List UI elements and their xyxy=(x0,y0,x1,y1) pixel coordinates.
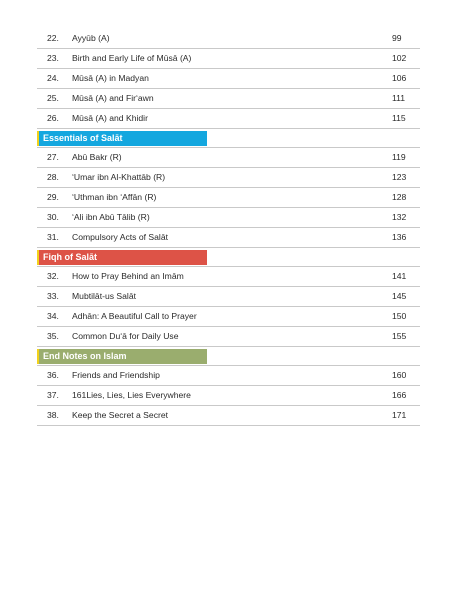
chapter-number: 33. xyxy=(47,291,59,301)
chapter-title: Friends and Friendship xyxy=(72,370,160,380)
chapter-number: 23. xyxy=(47,53,59,63)
page-number: 119 xyxy=(392,152,406,162)
chapter-number: 30. xyxy=(47,212,59,222)
chapter-title: Mūsā (A) in Madyan xyxy=(72,73,149,83)
chapter-number: 27. xyxy=(47,152,59,162)
page-number: 171 xyxy=(392,410,407,420)
chapter-title: Birth and Early Life of Mūsā (A) xyxy=(72,53,192,63)
section-title: End Notes on Islam xyxy=(39,349,207,364)
section-accent xyxy=(37,349,39,364)
chapter-title: Mubtilāt-us Salāt xyxy=(72,291,137,301)
toc-row[interactable] xyxy=(37,208,420,228)
chapter-title: Compulsory Acts of Salāt xyxy=(72,232,169,242)
chapter-title: How to Pray Behind an Imām xyxy=(72,271,184,281)
toc-row[interactable] xyxy=(37,29,420,49)
page-number: 166 xyxy=(392,390,407,400)
toc-row[interactable] xyxy=(37,49,420,69)
page-number: 132 xyxy=(392,212,407,222)
chapter-title: Mūsā (A) and Khidir xyxy=(72,113,148,123)
chapter-number: 31. xyxy=(47,232,59,242)
chapter-number: 32. xyxy=(47,271,59,281)
section-accent xyxy=(37,131,39,146)
toc-row[interactable] xyxy=(37,287,420,307)
chapter-title: Keep the Secret a Secret xyxy=(72,410,169,420)
toc-row[interactable] xyxy=(37,267,420,287)
chapter-title: Mūsā (A) and Fir‘awn xyxy=(72,93,154,103)
chapter-number: 28. xyxy=(47,172,59,182)
section-title: Fiqh of Salāt xyxy=(39,250,207,265)
page-number: 141 xyxy=(392,271,407,281)
toc-row[interactable] xyxy=(37,327,420,347)
page-number: 102 xyxy=(392,53,407,63)
section-header-essentials xyxy=(37,131,420,146)
chapter-number: 26. xyxy=(47,113,59,123)
chapter-title: Ayyūb (A) xyxy=(72,33,110,43)
chapter-title: ‘Umar ibn Al-Khattāb (R) xyxy=(72,172,166,182)
chapter-number: 22. xyxy=(47,33,59,43)
toc-row[interactable] xyxy=(37,109,420,129)
chapter-title: Abū Bakr (R) xyxy=(72,152,122,162)
chapter-title: Adhān: A Beautiful Call to Prayer xyxy=(72,311,197,321)
chapter-number: 37. xyxy=(47,390,59,400)
page-number: 150 xyxy=(392,311,407,321)
toc-row[interactable] xyxy=(37,307,420,327)
toc-row[interactable] xyxy=(37,168,420,188)
section-header-endnotes xyxy=(37,349,420,364)
chapter-number: 38. xyxy=(47,410,59,420)
chapter-number: 34. xyxy=(47,311,59,321)
toc-row[interactable] xyxy=(37,148,420,168)
page-number: 106 xyxy=(392,73,407,83)
table-of-contents xyxy=(37,29,420,426)
page-number: 128 xyxy=(392,192,407,202)
section-accent xyxy=(37,250,39,265)
toc-row[interactable] xyxy=(37,406,420,426)
page-number: 160 xyxy=(392,370,407,380)
chapter-title: 161Lies, Lies, Lies Everywhere xyxy=(72,390,191,400)
page-number: 99 xyxy=(392,33,402,43)
section-title: Essentials of Salāt xyxy=(39,131,207,146)
page-number: 115 xyxy=(392,113,406,123)
chapter-title: ‘Uthman ibn ‘Affān (R) xyxy=(72,192,157,202)
chapter-number: 29. xyxy=(47,192,59,202)
chapter-number: 25. xyxy=(47,93,59,103)
page-number: 111 xyxy=(392,93,406,103)
chapter-title: ‘Ali ibn Abū Tālib (R) xyxy=(72,212,150,222)
section-header-fiqh xyxy=(37,250,420,265)
toc-row[interactable] xyxy=(37,188,420,208)
chapter-number: 24. xyxy=(47,73,59,83)
chapter-number: 35. xyxy=(47,331,59,341)
toc-row[interactable] xyxy=(37,386,420,406)
page-number: 155 xyxy=(392,331,407,341)
toc-row[interactable] xyxy=(37,89,420,109)
chapter-number: 36. xyxy=(47,370,59,380)
page-number: 145 xyxy=(392,291,407,301)
toc-row[interactable] xyxy=(37,69,420,89)
toc-row[interactable] xyxy=(37,366,420,386)
toc-row[interactable] xyxy=(37,228,420,248)
page-number: 136 xyxy=(392,232,407,242)
chapter-title: Common Du‘ā for Daily Use xyxy=(72,331,179,341)
page-number: 123 xyxy=(392,172,407,182)
